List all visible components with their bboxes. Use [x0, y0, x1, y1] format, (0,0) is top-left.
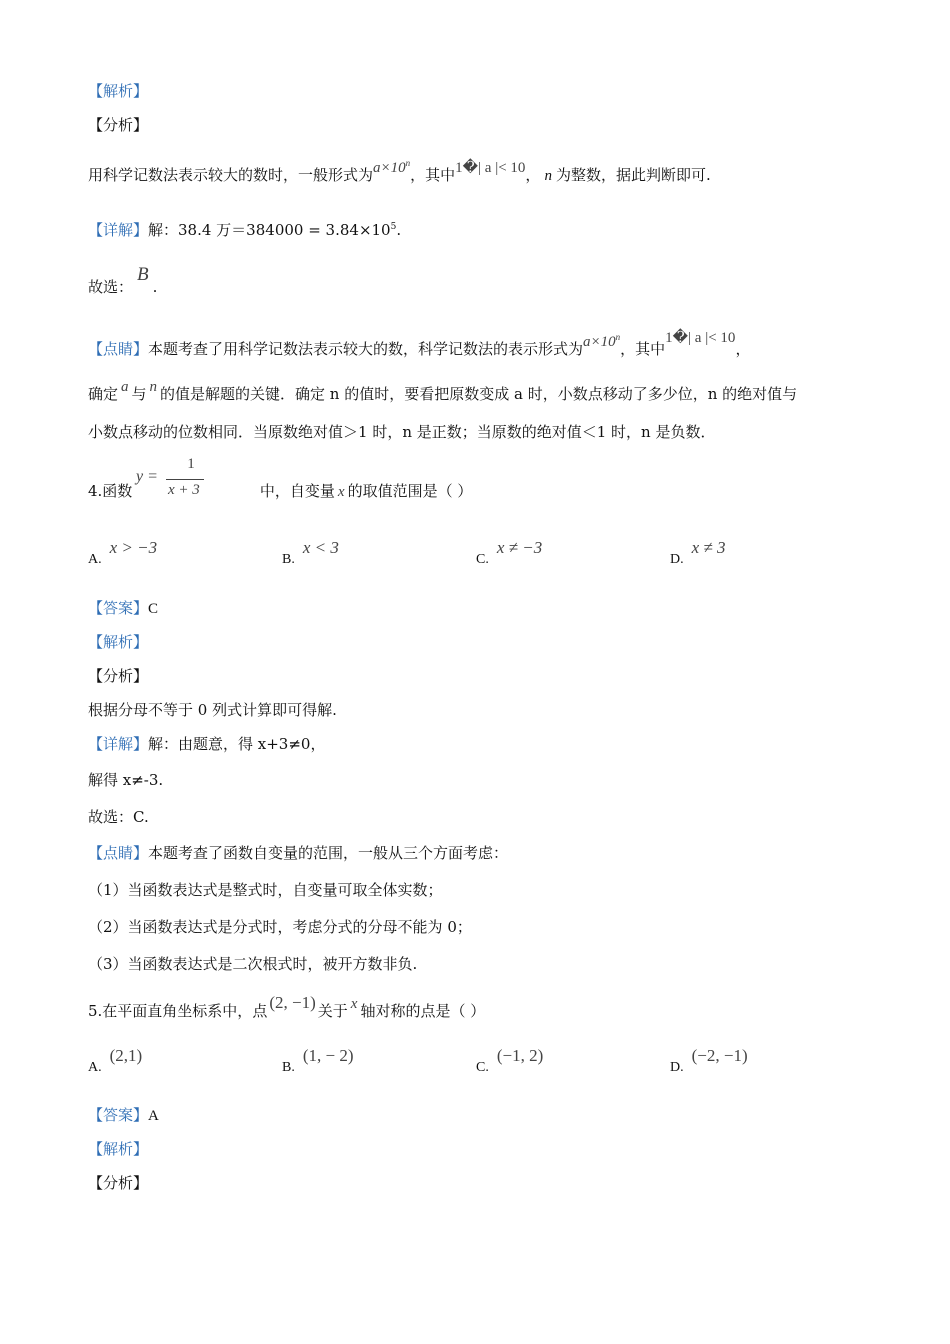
range-expr: 1�| a |< 10: [455, 160, 526, 176]
q5-option-d: D.(−2, −1): [670, 1046, 748, 1075]
q4-point-3: （3）当函数表达式是二次根式时，被开方数非负.: [88, 955, 418, 973]
tip-tag: 【点睛】: [88, 340, 149, 358]
var-n-2: n: [149, 379, 158, 395]
analysis-sub-heading: 【分析】: [88, 116, 149, 134]
detail-exponent: 5: [390, 222, 397, 232]
q5-answer: 【答案】A: [88, 1106, 159, 1124]
q4-option-a: A.x > −3: [88, 538, 158, 567]
question-4: 4.函数 中，自变量 x 的取值范围是（ ）: [88, 482, 473, 500]
detail-tag: 【详解】: [88, 221, 149, 239]
question-5: 5.在平面直角坐标系中，点 (2, −1) 关于 x 轴对称的点是（ ）: [88, 993, 486, 1020]
q4-tip: 【点睛】本题考查了函数自变量的范围，一般从三个方面考虑：: [88, 844, 509, 862]
var-n: n: [544, 168, 552, 184]
q4-choice: 故选：C.: [88, 808, 149, 826]
tip-line-1: 【点睛】本题考查了用科学记数法表示较大的数，科学记数法的表示形式为$a\times 10^n$，其中1�| a |< 10，: [88, 330, 751, 358]
range-expr-2: 1�| a |< 10: [665, 330, 736, 346]
q5-analysis-sub-heading: 【分析】: [88, 1174, 149, 1192]
var-a: a: [121, 379, 129, 395]
choice-value: B: [137, 264, 149, 285]
analysis-text: [88, 160, 711, 187]
q5-analysis-heading: 【解析】: [88, 1140, 149, 1158]
q4-point-1: （1）当函数表达式是整式时，自变量可取全体实数；: [88, 881, 443, 899]
analysis-text-a: 用科学记数法表示较大的数时，一般形式为: [88, 166, 374, 184]
detail-line: 【详解】解：38.4 万$=384000 = 3.84\times 10^5$.: [88, 221, 402, 239]
q4-option-c: C.x ≠ −3: [476, 538, 543, 567]
q4-option-d: D.x ≠ 3: [670, 538, 726, 567]
q5-option-c: C.(−1, 2): [476, 1046, 544, 1075]
q5-axis-x: x: [350, 996, 358, 1012]
q4-numerator: 1: [187, 456, 195, 472]
detail-text: 解：38.4 万＝384000 = 3.84×10: [148, 221, 391, 239]
q4-analysis-heading: 【解析】: [88, 633, 149, 651]
q5-option-a: A.(2,1): [88, 1046, 143, 1075]
q4-denominator: x + 3: [168, 482, 200, 498]
analysis-text-d: 为整数，据此判断即可.: [555, 166, 711, 184]
q4-option-b: B.x < 3: [282, 538, 339, 567]
sci-notation-expr-2: $a\times 10^n$: [583, 332, 621, 350]
q5-option-b: B.(1, − 2): [282, 1046, 354, 1075]
q4-fraction-bar: [166, 479, 204, 480]
q4-point-2: （2）当函数表达式是分式时，考虑分式的分母不能为 0；: [88, 918, 472, 936]
analysis-text-b: ，其中: [410, 166, 456, 184]
q4-prefix: 4.函数: [88, 482, 133, 500]
tip-line-2: 确定 a 与 n 的值是解题的关键．确定 n 的值时，要看把原数变成 a 时，小数点移动了多少位，n 的绝对值与: [88, 379, 798, 403]
q4-analysis-sub-heading: 【分析】: [88, 667, 149, 685]
sci-notation-expr: $a\times 10^n$: [373, 158, 411, 176]
analysis-heading: 【解析】: [88, 82, 149, 100]
q4-answer: 【答案】C: [88, 599, 159, 617]
q4-function-formula: [136, 456, 256, 504]
q4-var-x: x: [337, 484, 345, 500]
choice-line: 故选：B.: [88, 264, 158, 296]
q4-lhs: y =: [136, 468, 158, 485]
analysis-text-c: ，: [525, 166, 541, 184]
choice-label: 故选：: [88, 278, 134, 296]
q4-analysis-text: 根据分母不等于 0 列式计算即可得解.: [88, 701, 337, 719]
q4-detail: 【详解】解：由题意，得 x+3≠0，: [88, 735, 326, 753]
tip-line-3: 小数点移动的位数相同．当原数绝对值＞1 时，n 是正数；当原数的绝对值＜1 时，n 是负数．: [88, 423, 716, 441]
q4-solve: 解得 x≠-3.: [88, 771, 164, 789]
q5-point: (2, −1): [269, 993, 316, 1012]
